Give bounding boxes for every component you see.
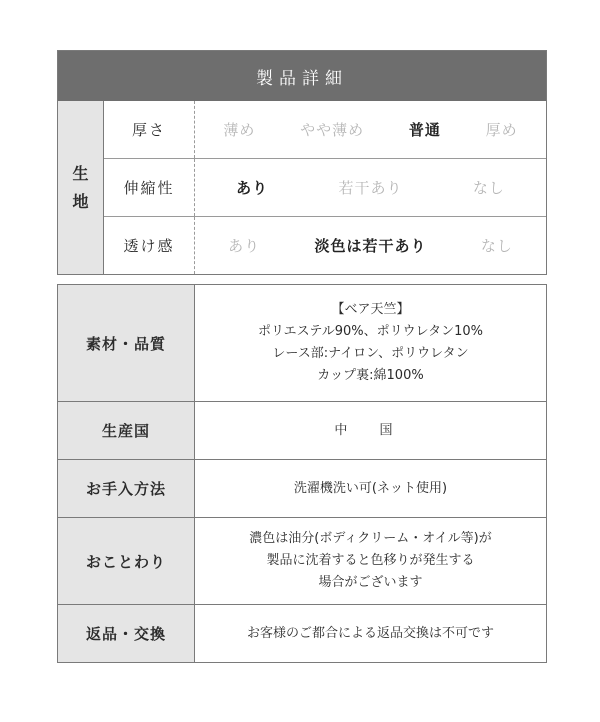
sheerness-option-light-colors-slight: 淡色は若干あり xyxy=(314,237,427,255)
details-row-care xyxy=(58,460,546,518)
details-table xyxy=(57,284,547,663)
details-row-notice xyxy=(58,518,546,605)
thickness-option-thick: 厚め xyxy=(485,121,518,139)
sheerness-option-no: なし xyxy=(480,237,513,255)
product-details-sheet xyxy=(57,50,547,663)
notice-line: 濃色は油分(ボディクリーム・オイル等)が xyxy=(249,531,492,546)
details-label: 素材・品質 xyxy=(58,285,195,401)
thickness-option-slightly-thin: やや薄め xyxy=(300,121,365,139)
care-text: 洗濯機洗い可(ネット使用) xyxy=(293,480,448,496)
fabric-side-char: 生 xyxy=(72,163,89,183)
fabric-row-label: 厚さ xyxy=(104,101,195,158)
details-label: 生産国 xyxy=(58,402,195,459)
stretch-option-slight: 若干あり xyxy=(338,179,403,197)
notice-value xyxy=(195,518,546,604)
fabric-table xyxy=(57,50,547,275)
thickness-option-thin: 薄め xyxy=(223,121,256,139)
material-line: カップ裏:綿100% xyxy=(317,368,424,383)
material-line: ポリエステル90%、ポリウレタン10% xyxy=(257,324,484,339)
fabric-side-char: 地 xyxy=(72,191,89,211)
country-text: 中 国 xyxy=(334,422,407,438)
fabric-row-label: 伸縮性 xyxy=(104,159,195,216)
fabric-row-stretch xyxy=(104,159,546,217)
notice-line: 場合がございます xyxy=(318,575,423,590)
stretch-option-no: なし xyxy=(472,179,505,197)
fabric-row-thickness xyxy=(104,101,546,159)
fabric-table-header: 製品詳細 xyxy=(58,51,546,101)
material-value xyxy=(195,285,546,401)
material-line: 【ベア天竺】 xyxy=(331,302,410,317)
details-row-returns xyxy=(58,605,546,662)
notice-line: 製品に沈着すると色移りが発生する xyxy=(266,553,475,568)
fabric-row-label: 透け感 xyxy=(104,217,195,274)
details-row-country xyxy=(58,402,546,460)
details-label: 返品・交換 xyxy=(58,605,195,662)
details-label: お手入方法 xyxy=(58,460,195,517)
country-value xyxy=(195,402,546,459)
stretch-option-yes: あり xyxy=(236,179,269,197)
details-row-material xyxy=(58,285,546,402)
sheerness-option-yes: あり xyxy=(228,237,261,255)
details-label: おことわり xyxy=(58,518,195,604)
thickness-option-normal: 普通 xyxy=(408,121,441,139)
returns-value xyxy=(195,605,546,662)
fabric-side-label xyxy=(58,101,104,274)
material-line: レース部:ナイロン、ポリウレタン xyxy=(272,346,469,361)
returns-text: お客様のご都合による返品交換は不可です xyxy=(246,625,494,641)
fabric-row-sheerness xyxy=(104,217,546,274)
care-value xyxy=(195,460,546,517)
